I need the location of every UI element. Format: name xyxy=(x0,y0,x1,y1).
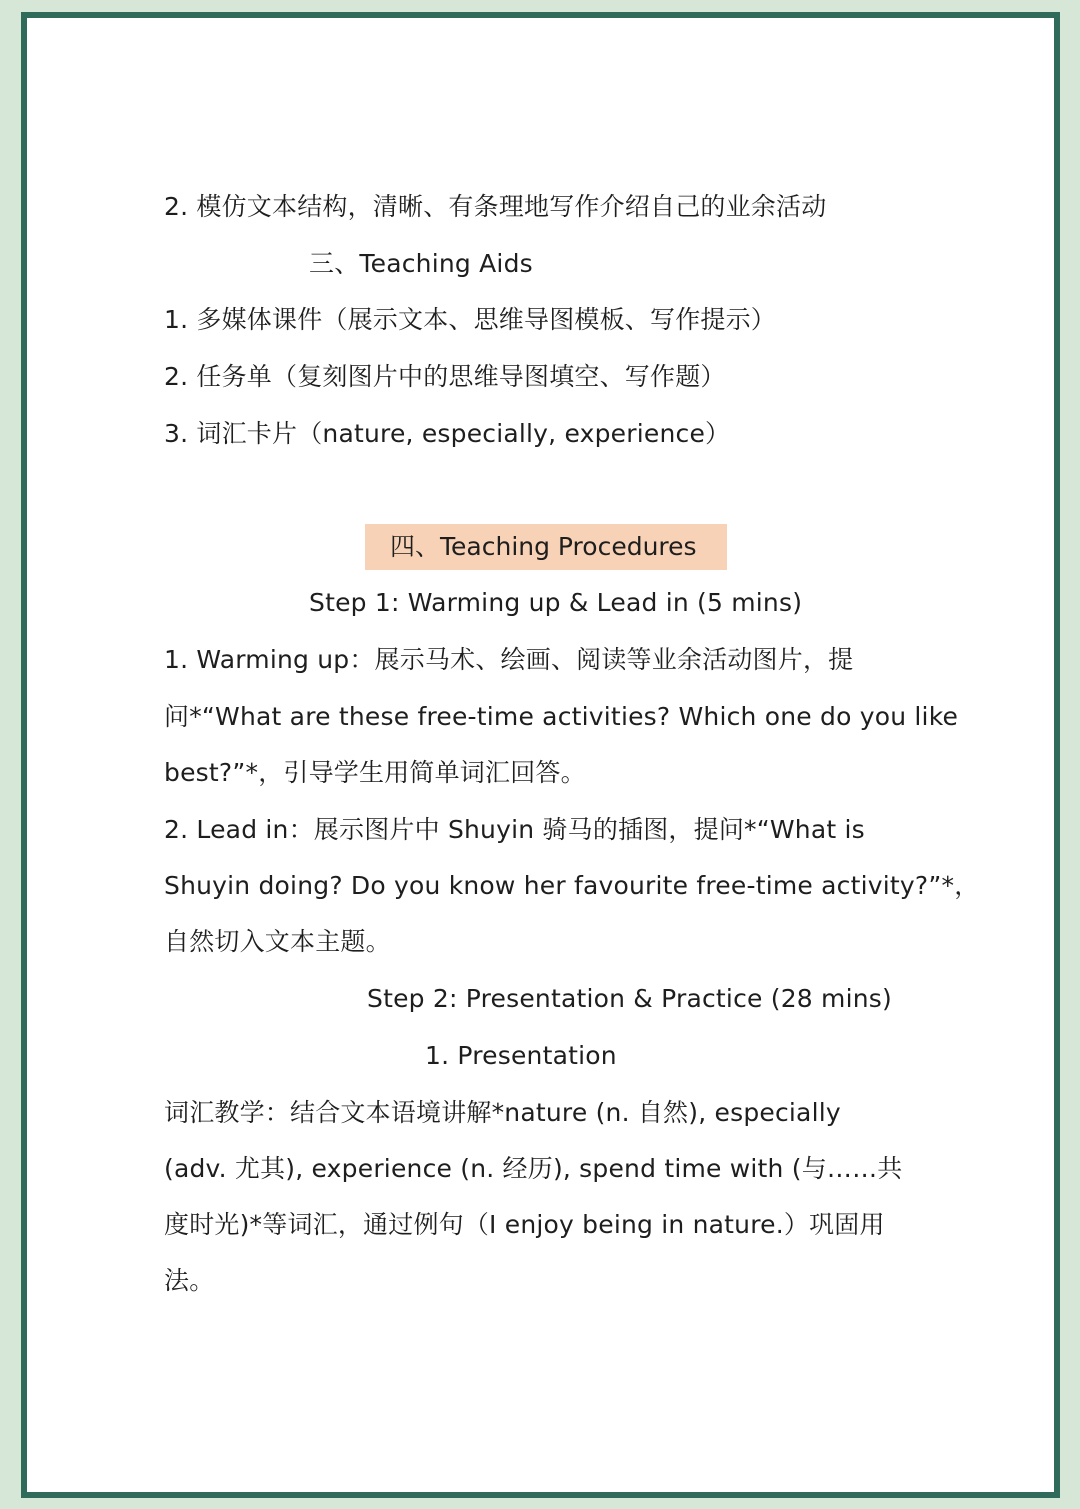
teaching-aids-heading: 三、Teaching Aids xyxy=(309,249,533,278)
objective-item-2: 2. 模仿文本结构，清晰、有条理地写作介绍自己的业余活动 xyxy=(164,192,827,221)
procedures-heading: 四、Teaching Procedures xyxy=(390,532,697,561)
step1-title: Step 1: Warming up & Lead in (5 mins) xyxy=(309,588,803,617)
warming-up-line-3: best?”*，引导学生用简单词汇回答。 xyxy=(164,758,586,787)
lead-in-line-3: 自然切入文本主题。 xyxy=(164,927,391,956)
presentation-subheading: 1. Presentation xyxy=(425,1041,617,1070)
warming-up-line-1: 1. Warming up：展示马术、绘画、阅读等业余活动图片，提 xyxy=(164,645,854,674)
warming-up-line-2: 问*“What are these free-time activities? Which one do you like xyxy=(164,702,959,731)
step2-title: Step 2: Presentation & Practice (28 mins) xyxy=(367,984,892,1013)
lead-in-line-2: Shuyin doing? Do you know her favourite free-time activity?”*， xyxy=(164,871,980,900)
teaching-aid-item-1: 1. 多媒体课件（展示文本、思维导图模板、写作提示） xyxy=(164,305,777,334)
vocab-line-4: 法。 xyxy=(164,1266,215,1295)
teaching-aid-item-2: 2. 任务单（复刻图片中的思维导图填空、写作题） xyxy=(164,362,726,391)
vocab-line-3: 度时光)*等词汇，通过例句（I enjoy being in nature.）巩固用 xyxy=(164,1210,885,1239)
vocab-line-2: (adv. 尤其), experience (n. 经历), spend time with (与……共 xyxy=(164,1154,903,1183)
teaching-aid-item-3: 3. 词汇卡片（nature, especially, experience） xyxy=(164,419,731,448)
vocab-line-1: 词汇教学：结合文本语境讲解*nature (n. 自然), especially xyxy=(164,1098,841,1127)
lead-in-line-1: 2. Lead in：展示图片中 Shuyin 骑马的插图，提问*“What is xyxy=(164,815,865,844)
